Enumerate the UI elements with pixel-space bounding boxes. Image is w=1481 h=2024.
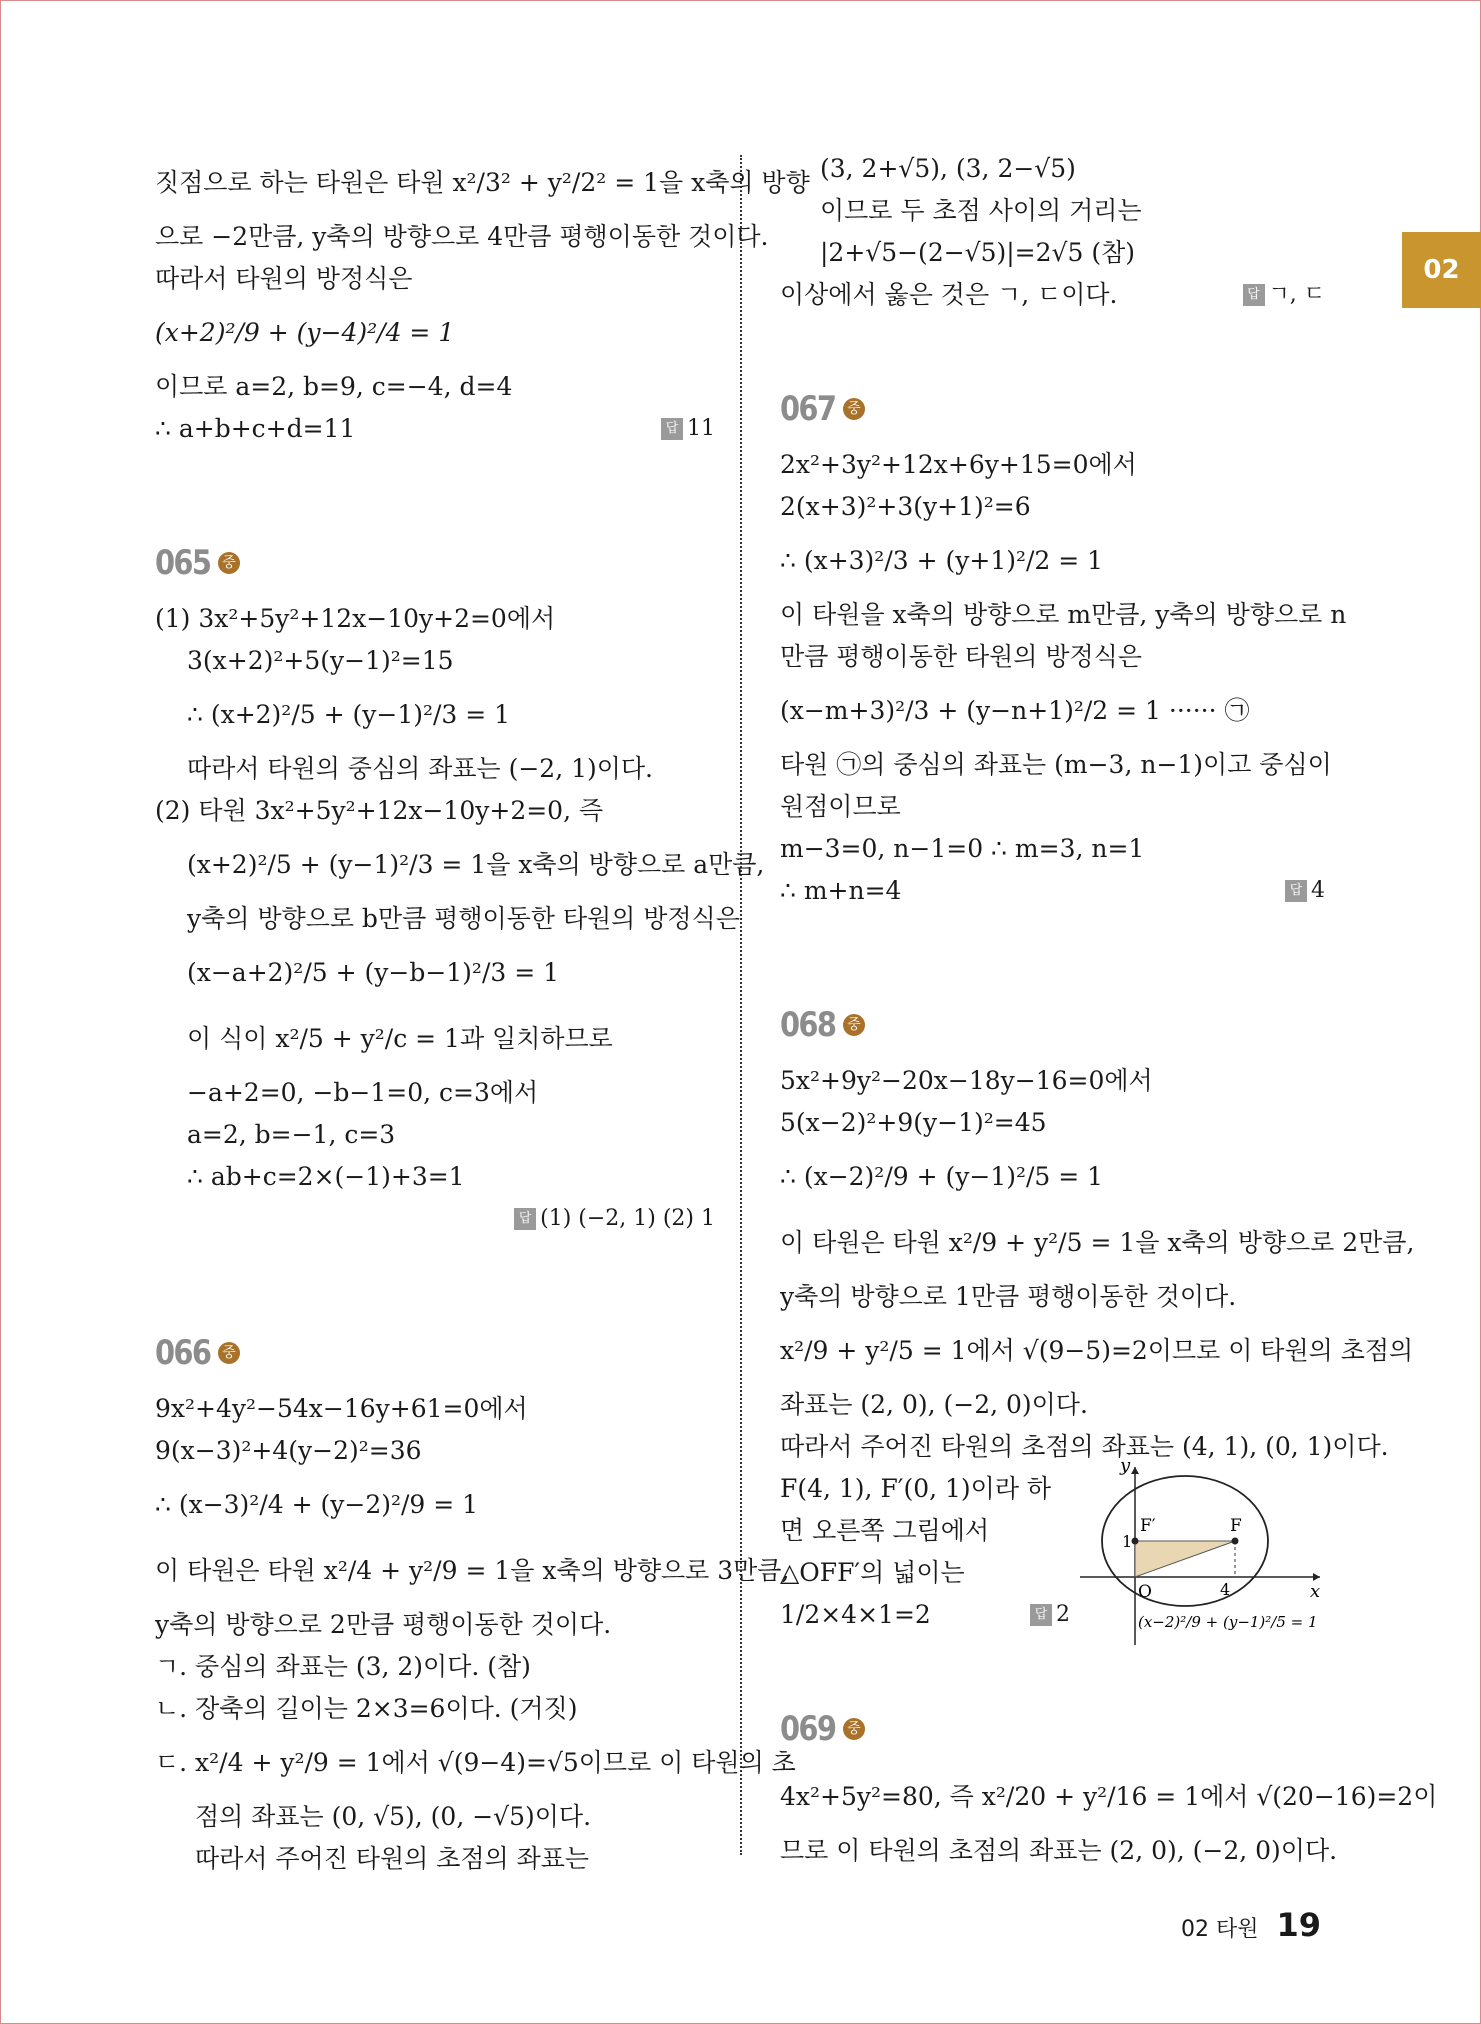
text-line: 따라서 타원의 중심의 좌표는 (−2, 1)이다.	[187, 754, 653, 783]
difficulty-badge-icon: 중	[843, 1014, 865, 1036]
equation-line: (x+2)²/9 + (y−4)²/4 = 1	[155, 318, 455, 347]
text-line: y축의 방향으로 1만큼 평행이동한 것이다.	[780, 1282, 1237, 1311]
equation-line: ∴ (x−2)²/9 + (y−1)²/5 = 1	[780, 1162, 1104, 1191]
answer-box-icon: 답	[1243, 284, 1265, 306]
text-line: a=2, b=−1, c=3	[187, 1120, 396, 1149]
text-line: 면 오른쪽 그림에서	[780, 1516, 990, 1545]
difficulty-badge-icon: 중	[843, 1718, 865, 1740]
y-axis-arrow-icon	[1131, 1467, 1139, 1474]
text-line: 2x²+3y²+12x+6y+15=0에서	[780, 450, 1137, 479]
text-line: x²/9 + y²/5 = 1에서 √(9−5)=2이므로 이 타원의 초점의	[780, 1336, 1414, 1365]
text-line: 이므로 두 초점 사이의 거리는	[820, 196, 1142, 225]
column-divider	[740, 155, 742, 1855]
answer-box-icon: 답	[1285, 880, 1307, 902]
text-line: 따라서 주어진 타원의 초점의 좌표는	[195, 1844, 590, 1873]
text-line: 3(x+2)²+5(y−1)²=15	[187, 646, 454, 675]
answer-value: (1) (−2, 1) (2) 1	[540, 1206, 715, 1231]
equation-line: (x−a+2)²/5 + (y−b−1)²/3 = 1	[187, 958, 560, 987]
text-line: 므로 이 타원의 초점의 좌표는 (2, 0), (−2, 0)이다.	[780, 1836, 1338, 1865]
text-line	[780, 274, 1325, 316]
section-header-067	[780, 374, 1325, 444]
text-line: 만큼 평행이동한 타원의 방정식은	[780, 642, 1142, 671]
text-line: 이므로 a=2, b=9, c=−4, d=4	[155, 372, 513, 401]
section-header-069	[780, 1694, 1325, 1764]
text-line: 2(x+3)²+3(y+1)²=6	[780, 492, 1031, 521]
equation-line: (x+2)²/5 + (y−1)²/3 = 1을 x축의 방향으로 a만큼,	[187, 850, 765, 879]
answer-box-icon: 답	[514, 1208, 536, 1230]
text-line: 이 타원을 x축의 방향으로 m만큼, y축의 방향으로 n	[780, 600, 1347, 629]
text-line: m−3=0, n−1=0 ∴ m=3, n=1	[780, 834, 1145, 863]
section-number: 069	[780, 1709, 836, 1749]
text-line: (1) 3x²+5y²+12x−10y+2=0에서	[155, 604, 556, 633]
text-line: y축의 방향으로 b만큼 평행이동한 타원의 방정식은	[187, 904, 740, 933]
text-line: ㄷ. x²/4 + y²/9 = 1에서 √(9−4)=√5이므로 이 타원의 초	[155, 1748, 796, 1777]
text-line	[780, 870, 1325, 912]
text-line: △OFF′의 넓이는	[780, 1558, 965, 1587]
answer-tag	[1030, 1594, 1070, 1636]
section-number: 065	[155, 543, 211, 583]
difficulty-badge-icon: 중	[218, 552, 240, 574]
point-F-prime	[1132, 1538, 1139, 1545]
conclusion: ∴ a+b+c+d=11	[155, 414, 356, 443]
text-line: 점의 좌표는 (0, √5), (0, −√5)이다.	[195, 1802, 592, 1831]
text-line: 9(x−3)²+4(y−2)²=36	[155, 1436, 422, 1465]
text-line: 5x²+9y²−20x−18y−16=0에서	[780, 1066, 1153, 1095]
text-line: ㄱ. 중심의 좌표는 (3, 2)이다. (참)	[155, 1652, 531, 1681]
chapter-title: 02 타원	[1180, 1917, 1259, 1942]
text-line: F(4, 1), F′(0, 1)이라 하	[780, 1474, 1052, 1503]
section-number: 066	[155, 1333, 211, 1373]
answer-box-icon: 답	[661, 418, 683, 440]
point-F	[1232, 1538, 1239, 1545]
difficulty-badge-icon: 중	[218, 1342, 240, 1364]
answer-box-icon: 답	[1030, 1604, 1052, 1626]
text-line	[155, 408, 715, 450]
answer-line	[155, 1198, 715, 1240]
chapter-tab: 02	[1402, 232, 1481, 308]
page-footer	[1181, 1906, 1321, 1944]
conclusion: ∴ m+n=4	[780, 876, 902, 905]
answer-value: 2	[1056, 1602, 1070, 1627]
equation-line: (x−m+3)²/3 + (y−n+1)²/2 = 1 ······ ㉠	[780, 696, 1250, 725]
y-axis-label: y	[1120, 1455, 1131, 1476]
area-formula: 1/2×4×1=2	[780, 1600, 931, 1629]
label-F-prime: F′	[1140, 1516, 1156, 1536]
text-line: (2) 타원 3x²+5y²+12x−10y+2=0, 즉	[155, 796, 604, 825]
text-line	[780, 1594, 1070, 1636]
label-F: F	[1230, 1516, 1242, 1536]
text-line: 짓점으로 하는 타원은 타원 x²/3² + y²/2² = 1을 x축의 방향	[155, 168, 810, 197]
equation-line: ∴ (x−3)²/4 + (y−2)²/9 = 1	[155, 1490, 479, 1519]
text-line: y축의 방향으로 2만큼 평행이동한 것이다.	[155, 1610, 612, 1639]
spacer	[780, 912, 1325, 972]
page-number: 19	[1276, 1906, 1321, 1944]
x-axis-arrow-icon	[1313, 1573, 1320, 1581]
text-line: 4x²+5y²=80, 즉 x²/20 + y²/16 = 1에서 √(20−16)=2이	[780, 1782, 1438, 1811]
origin-label: O	[1138, 1582, 1152, 1602]
section-header-068	[780, 990, 1325, 1060]
text-line: 따라서 타원의 방정식은	[155, 264, 413, 293]
text-line: 5(x−2)²+9(y−1)²=45	[780, 1108, 1047, 1137]
section-number: 068	[780, 1005, 836, 1045]
x-axis-label: x	[1310, 1581, 1321, 1602]
spacer	[780, 316, 1325, 356]
conclusion: 이상에서 옳은 것은 ㄱ, ㄷ이다.	[780, 280, 1118, 309]
section-header-065	[155, 528, 715, 598]
text-line: 으로 −2만큼, y축의 방향으로 4만큼 평행이동한 것이다.	[155, 222, 769, 251]
tick-label-1: 1	[1122, 1532, 1133, 1551]
tick-label-4: 4	[1220, 1580, 1231, 1599]
text-line: −a+2=0, −b−1=0, c=3에서	[187, 1078, 539, 1107]
difficulty-badge-icon: 중	[843, 398, 865, 420]
text-line: 타원 ㉠의 중심의 좌표는 (m−3, n−1)이고 중심이	[780, 750, 1332, 779]
figure-caption: (x−2)²/9 + (y−1)²/5 = 1	[1138, 1613, 1318, 1631]
equation-line: 이 식이 x²/5 + y²/c = 1과 일치하므로	[187, 1024, 613, 1053]
text-line: 이 타원은 타원 x²/4 + y²/9 = 1을 x축의 방향으로 3만큼,	[155, 1556, 790, 1585]
section-number: 067	[780, 389, 836, 429]
triangle-OFF	[1135, 1541, 1235, 1577]
equation-line: ∴ (x+2)²/5 + (y−1)²/3 = 1	[187, 700, 511, 729]
spacer	[155, 1240, 715, 1300]
text-line: (3, 2+√5), (3, 2−√5)	[820, 154, 1076, 183]
text-line: |2+√5−(2−√5)|=2√5 (참)	[820, 238, 1135, 267]
answer-tag	[661, 408, 715, 450]
answer-value: 4	[1311, 878, 1325, 903]
text-line: 9x²+4y²−54x−16y+61=0에서	[155, 1394, 528, 1423]
equation-line: ∴ (x+3)²/3 + (y+1)²/2 = 1	[780, 546, 1104, 575]
answer-value: ㄱ, ㄷ	[1268, 282, 1325, 307]
text-line: 이 타원은 타원 x²/9 + y²/5 = 1을 x축의 방향으로 2만큼,	[780, 1228, 1415, 1257]
text-line: 따라서 주어진 타원의 초점의 좌표는 (4, 1), (0, 1)이다.	[780, 1432, 1389, 1461]
ellipse-figure	[1070, 1455, 1330, 1655]
answer-tag	[514, 1198, 715, 1240]
text-line: ∴ ab+c=2×(−1)+3=1	[187, 1162, 465, 1191]
answer-value: 11	[687, 416, 715, 441]
answer-tag	[1285, 870, 1325, 912]
text-line: 좌표는 (2, 0), (−2, 0)이다.	[780, 1390, 1088, 1419]
answer-tag	[1243, 274, 1326, 316]
spacer	[155, 450, 715, 510]
text-line: 원점이므로	[780, 792, 901, 821]
section-header-066	[155, 1318, 715, 1388]
text-line: ㄴ. 장축의 길이는 2×3=6이다. (거짓)	[155, 1694, 578, 1723]
